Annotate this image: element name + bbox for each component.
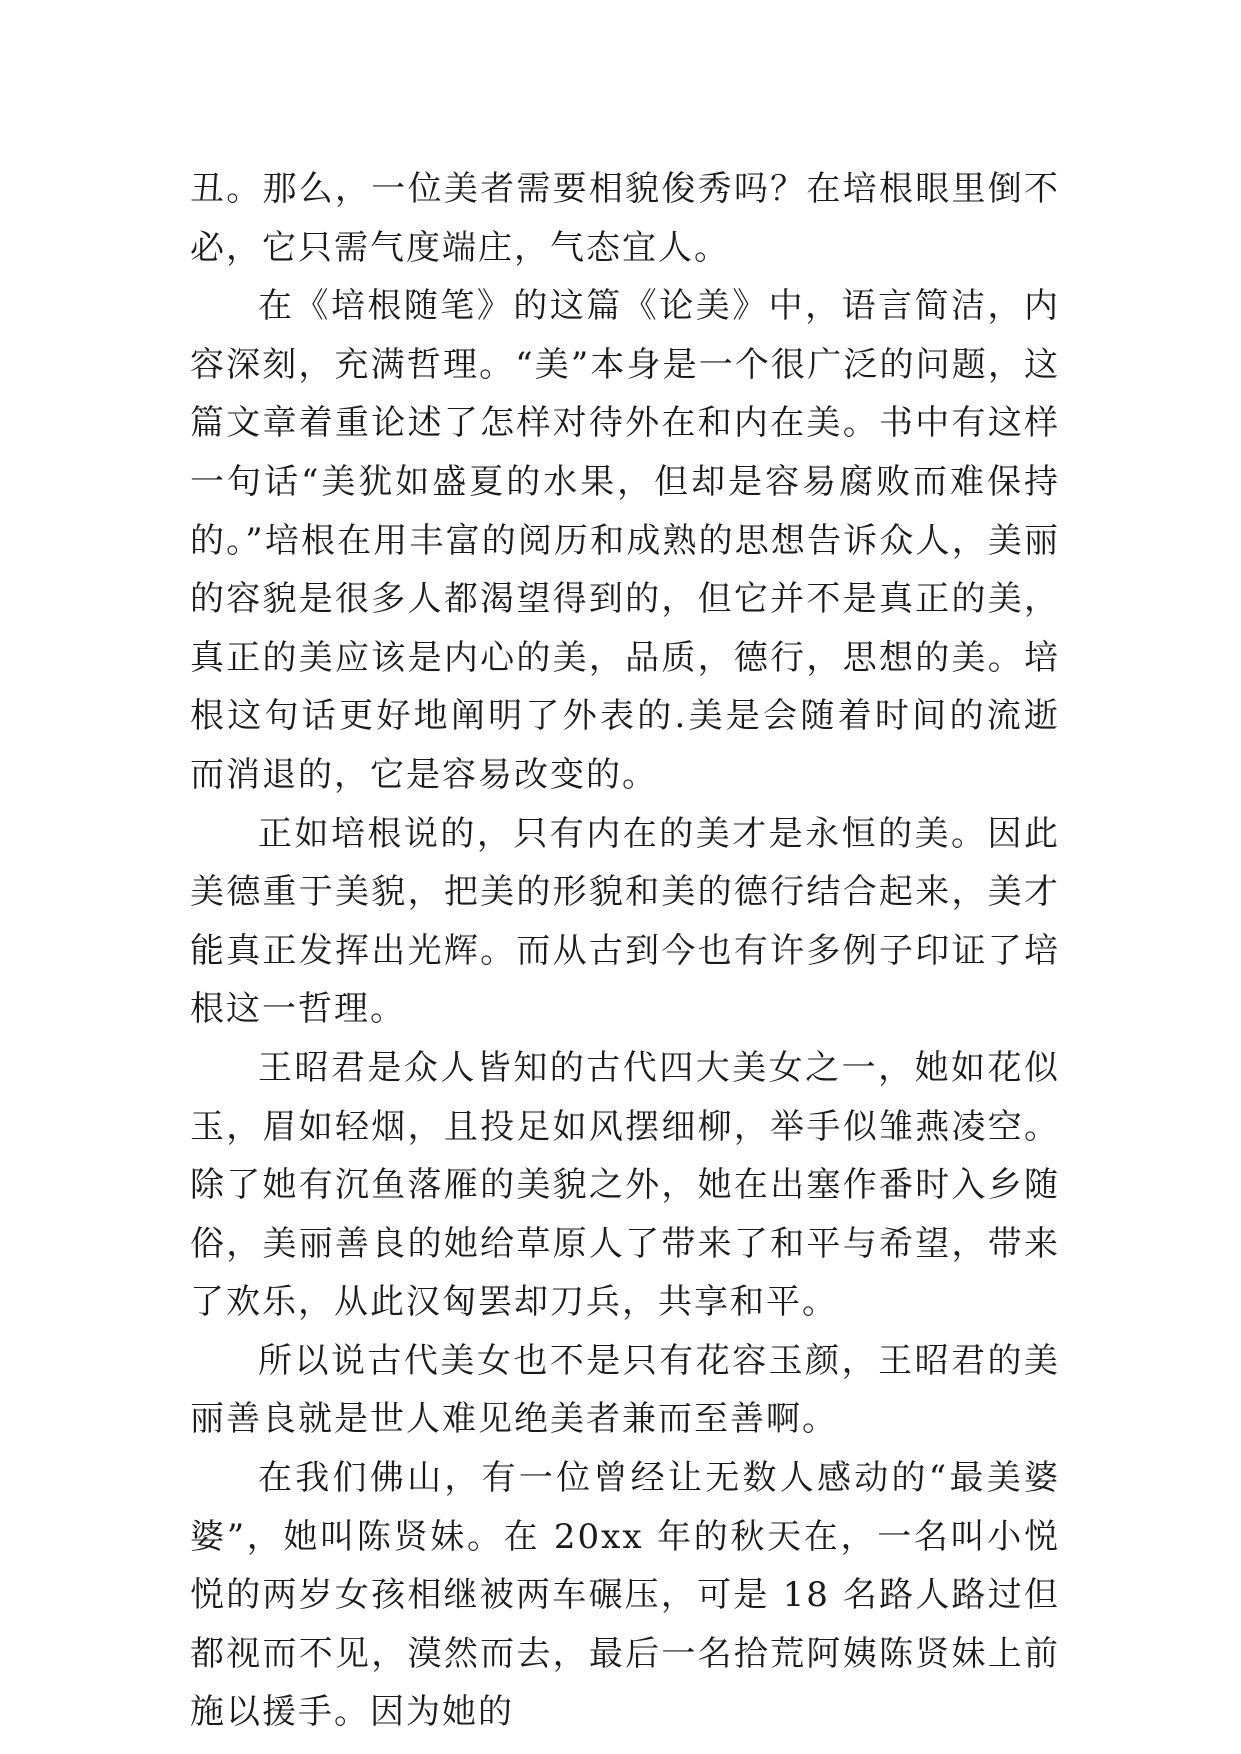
body-text bbox=[190, 160, 1060, 1742]
paragraph: 正如培根说的，只有内在的美才是永恒的美。因此美德重于美貌，把美的形貌和美的德行结合起来，美才能真正发挥出光辉。而从古到今也有许多例子印证了培根这一哲理。 bbox=[190, 813, 1060, 1030]
paragraph: 在我们佛山，有一位曾经让无数人感动的“最美婆婆”，她叫陈贤妹。在 20xx 年的秋天在，一名叫小悦悦的两岁女孩相继被两车碾压，可是 18 名路人路过但都视而不见，漠然而去，最后一名拾荒阿姨陈贤妹上前施以援手。因为她的 bbox=[190, 1458, 1060, 1733]
paragraph: 丑。那么，一位美者需要相貌俊秀吗？在培根眼里倒不必，它只需气度端庄，气态宜人。 bbox=[190, 169, 1060, 268]
paragraph: 所以说古代美女也不是只有花容玉颜，王昭君的美丽善良就是世人难见绝美者兼而至善啊。 bbox=[190, 1340, 1060, 1440]
paragraph: 王昭君是众人皆知的古代四大美女之一，她如花似玉，眉如轻烟，且投足如风摆细柳，举手似雏燕凌空。除了她有沉鱼落雁的美貌之外，她在出塞作番时入乡随俗，美丽善良的她给草原人了带来了和平与希望，带来了欢乐，从此汉匈罢却刀兵，共享和平。 bbox=[190, 1047, 1060, 1323]
paragraph: 在《培根随笔》的这篇《论美》中，语言简洁，内容深刻，充满哲理。“美”本身是一个很广泛的问题，这篇文章着重论述了怎样对待外在和内在美。书中有这样一句话“美犹如盛夏的水果，但却是容易腐败而难保持的。”培根在用丰富的阅历和成熟的思想告诉众人，美丽的容貌是很多人都渴望得到的，但它并不是真正的美，真正的美应该是内心的美，品质，德行，思想的美。培根这句话更好地阐明了外表的.美是会随着时间的流逝而消退的，它是容易改变的。 bbox=[190, 286, 1060, 795]
